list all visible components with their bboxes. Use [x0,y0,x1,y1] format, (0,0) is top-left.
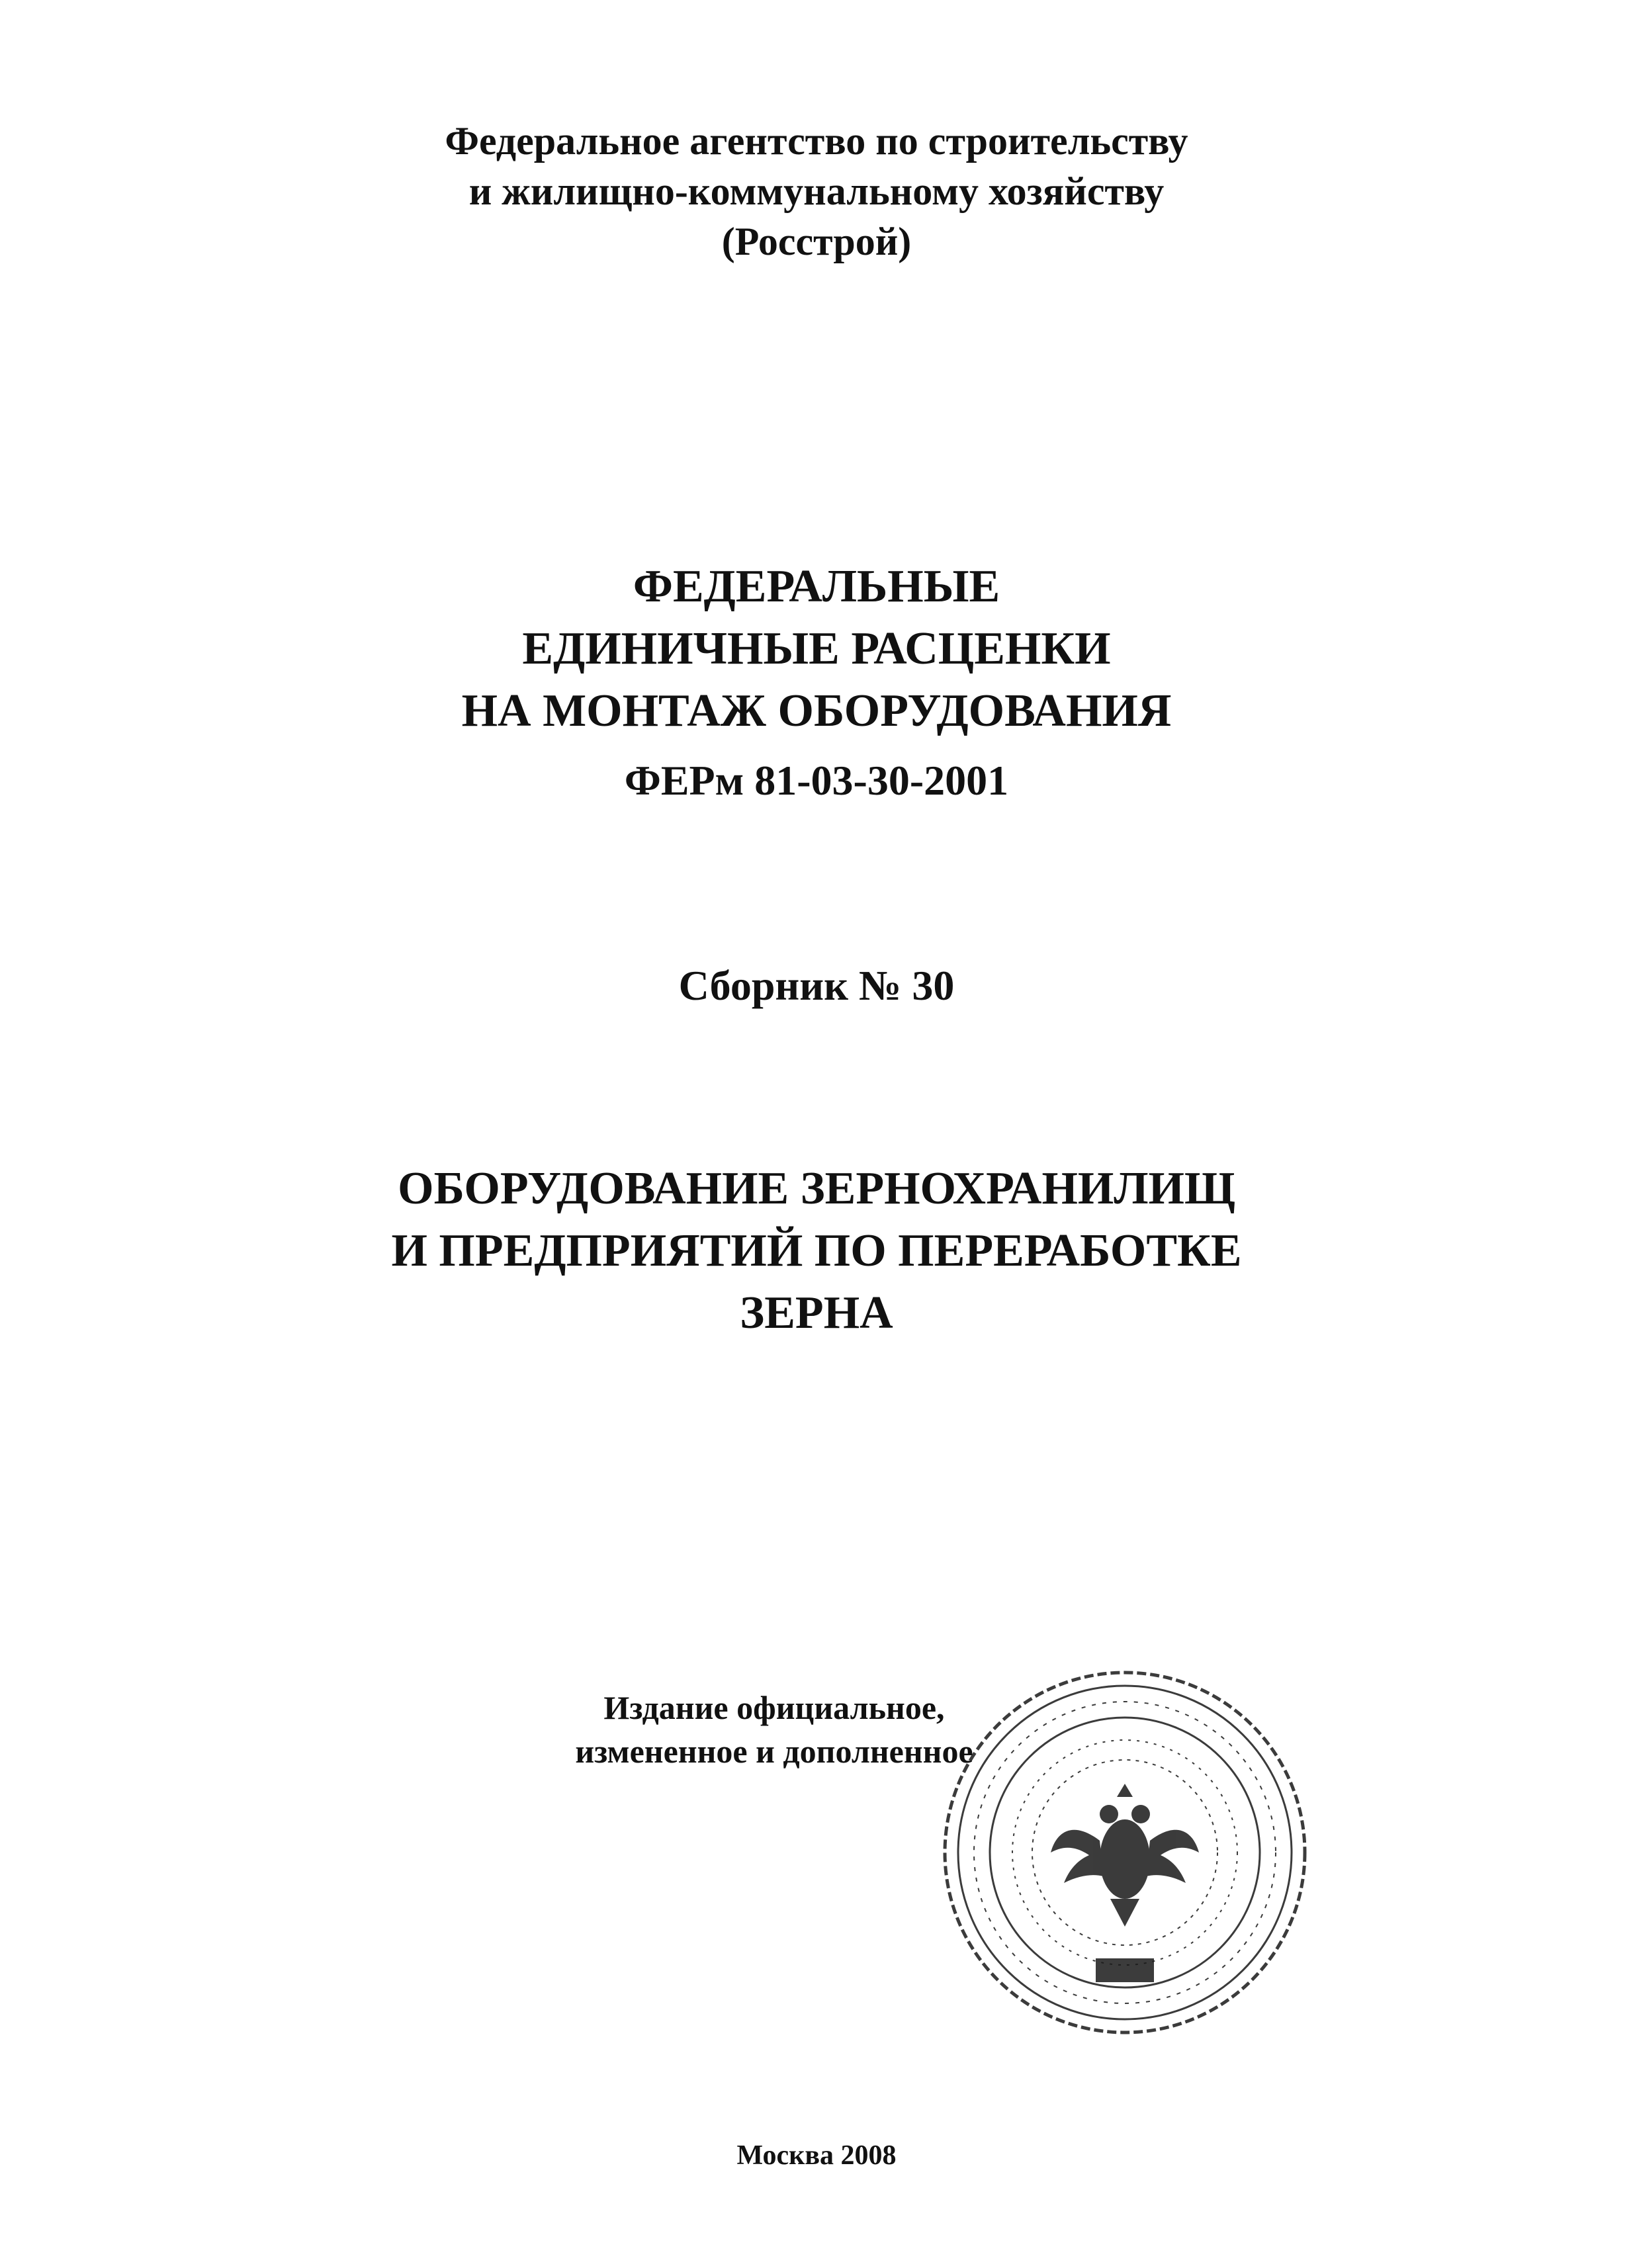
title-line-3: НА МОНТАЖ ОБОРУДОВАНИЯ [461,685,1172,736]
title-line-2: ЕДИНИЧНЫЕ РАСЦЕНКИ [522,623,1111,674]
agency-line-2: и жилищно-коммунальному хозяйству [468,169,1165,213]
publication-city-year: Москва 2008 [736,2140,897,2171]
title-line-1: ФЕДЕРАЛЬНЫЕ [633,561,1000,612]
document-code: ФЕРм 81-03-30-2001 [624,757,1009,804]
subject-line-1: ОБОРУДОВАНИЕ ЗЕРНОХРАНИЛИЩ [398,1163,1235,1214]
subject-line-2: И ПРЕДПРИЯТИЙ ПО ПЕРЕРАБОТКЕ [391,1225,1242,1276]
agency-line-1: Федеральное агентство по строительству [445,119,1188,163]
edition-note [556,1686,993,1773]
edition-line-2: измененное и дополненное [575,1733,973,1770]
collection-subject [0,1158,1633,1344]
document-title [0,556,1633,742]
subject-line-3: ЗЕРНА [740,1287,893,1338]
collection-number: Сборник № 30 [678,962,955,1009]
round-seal-icon [940,1667,1310,2038]
agency-line-3: (Росстрой) [721,220,912,263]
agency-name [0,116,1633,267]
edition-line-1: Издание официальное, [603,1689,945,1726]
